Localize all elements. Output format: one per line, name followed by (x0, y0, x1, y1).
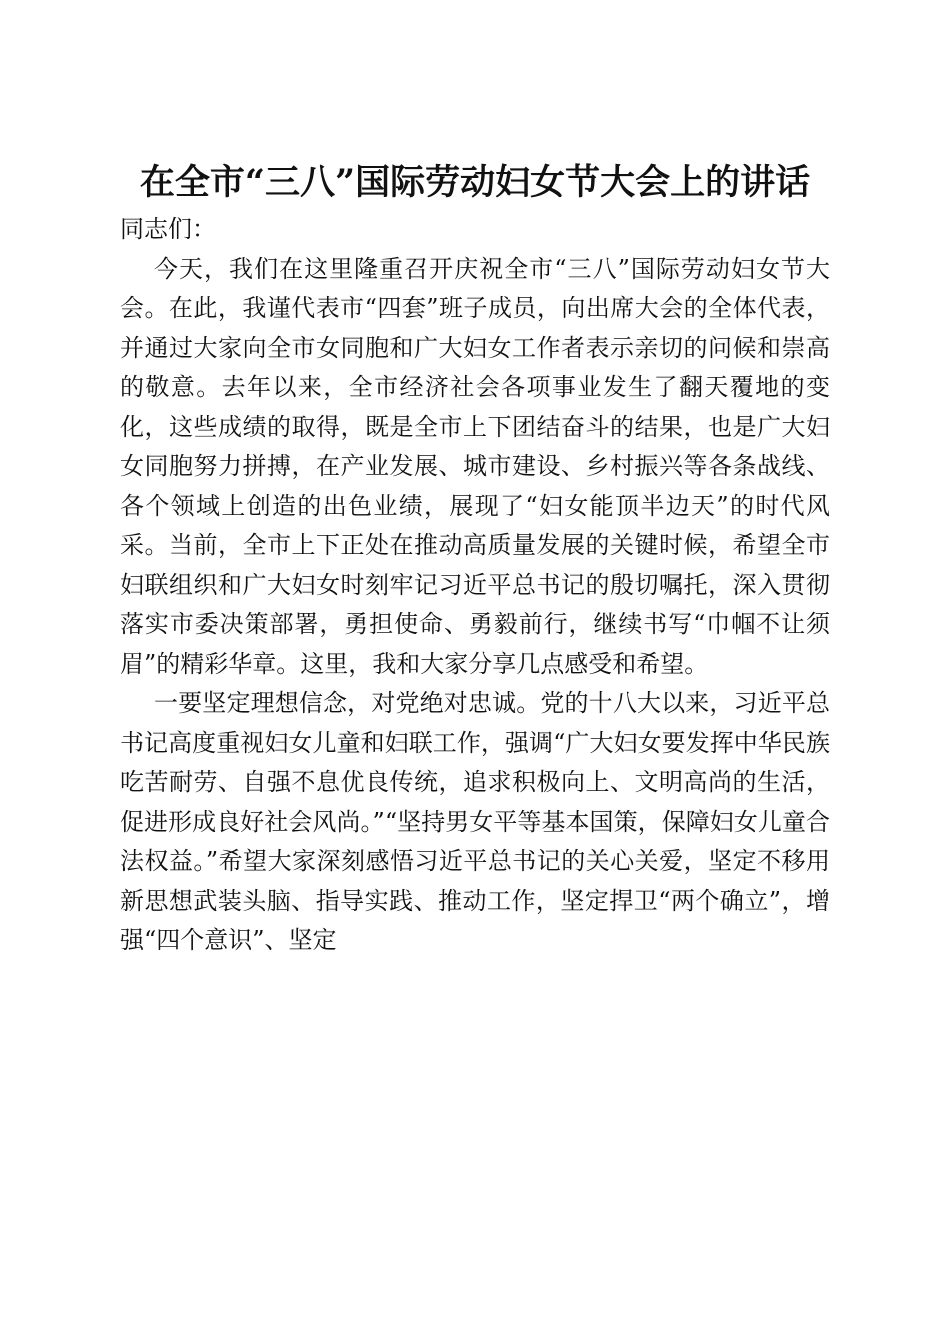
document-body (120, 210, 830, 961)
paragraph-point-one: 一要坚定理想信念，对党绝对忠诚。党的十八大以来，习近平总书记高度重视妇女儿童和妇联工作，强调“广大妇女要发挥中华民族吃苦耐劳、自强不息优良传统，追求积极向上、文明高尚的生活，促进形成良好社会风尚。”“坚持男女平等基本国策，保障妇女儿童合法权益。”希望大家深刻感悟习近平总书记的关心关爱，坚定不移用新思想武装头脑、指导实践、推动工作，坚定捍卫“两个确立”，增强“四个意识”、坚定 (120, 689, 830, 954)
document-title: 在全市“三八”国际劳动妇女节大会上的讲话 (139, 162, 811, 204)
salutation: 同志们： (120, 215, 216, 243)
paragraph-opening: 今天，我们在这里隆重召开庆祝全市“三八”国际劳动妇女节大会。在此，我谨代表市“四套”班子成员，向出席大会的全体代表，并通过大家向全市女同胞和广大妇女工作者表示亲切的问候和崇高的敬意。去年以来，全市经济社会各项事业发生了翻天覆地的变化，这些成绩的取得，既是全市上下团结奋斗的结果，也是广大妇女同胞努力拼搏，在产业发展、城市建设、乡村振兴等各条战线、各个领域上创造的出色业绩，展现了“妇女能顶半边天”的时代风采。当前，全市上下正处在推动高质量发展的关键时候，希望全市妇联组织和广大妇女时刻牢记习近平总书记的殷切嘱托，深入贯彻落实市委决策部署，勇担使命、勇毅前行，继续书写“巾帼不让须眉”的精彩华章。这里，我和大家分享几点感受和希望。 (120, 254, 830, 678)
